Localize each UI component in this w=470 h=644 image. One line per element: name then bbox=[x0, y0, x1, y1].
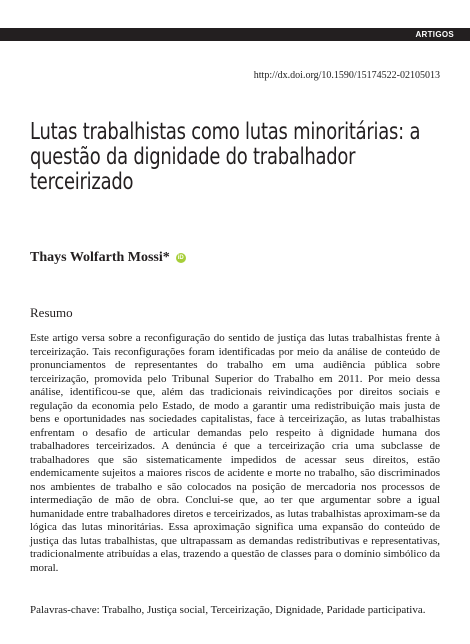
keywords: Palavras-chave: Trabalho, Justiça social, Terceirização, Dignidade, Paridade participativa. bbox=[30, 604, 426, 616]
abstract-heading: Resumo bbox=[30, 305, 73, 320]
author-name: Thays Wolfarth Mossi* bbox=[30, 250, 170, 265]
section-label: ARTIGOS bbox=[415, 30, 454, 39]
abstract-text: Este artigo versa sobre a reconfiguração do sentido de justiça das lutas trabalhistas frente à terceirização. Tais reconfigurações foram identificadas por meio da análise de conteúdo de pronunciamentos de representantes do trabalho em uma audiência pública sobre terceirização, promovida pelo Tribunal Superior do Trabalho em 2011. Por meio dessa análise, identificou-se que, além das tradicionais reivindicações por direitos sociais e regulação da economia pelo Estado, de modo a garantir uma redistribuição mais justa de bens e oportunidades nas sociedades capitalistas, face à terceirização, as lutas trabalhistas enfrentam o desafio de articular demandas pelo respeito à dignidade humana dos trabalhadores terceirizados. A denúncia é que a terceirização cria uma subclasse de trabalhadores que são sistematicamente impedidos de acessar seus direitos, estão endemicamente sujeitos a maiores riscos de acidente e morte no trabalho, são discriminados nos ambientes de trabalho e são colocados na posição de mercadoria nos processos de intermediação de mão de obra. Conclui-se que, ao ter que argumentar sobre a igual humanidade entre trabalhadores diretos e terceirizados, as lutas trabalhistas aproximam-se da lógica das lutas minoritárias. Essa aproximação significa uma expansão do conteúdo de justiça das lutas trabalhistas, que ultrapassam as demandas redistributivas e representativas, tradicionalmente atribuídas a elas, trazendo a questão de classes para o domínio simbólico da moral. bbox=[30, 332, 440, 574]
doi-link[interactable]: http://dx.doi.org/10.1590/15174522-02105013 bbox=[253, 70, 440, 81]
orcid-icon[interactable]: iD bbox=[177, 255, 184, 261]
author-row bbox=[30, 250, 186, 266]
section-header-bar bbox=[0, 28, 470, 41]
article-title: Lutas trabalhistas como lutas minoritárias: a questão da dignidade do trabalhador terceirizado bbox=[30, 119, 421, 195]
